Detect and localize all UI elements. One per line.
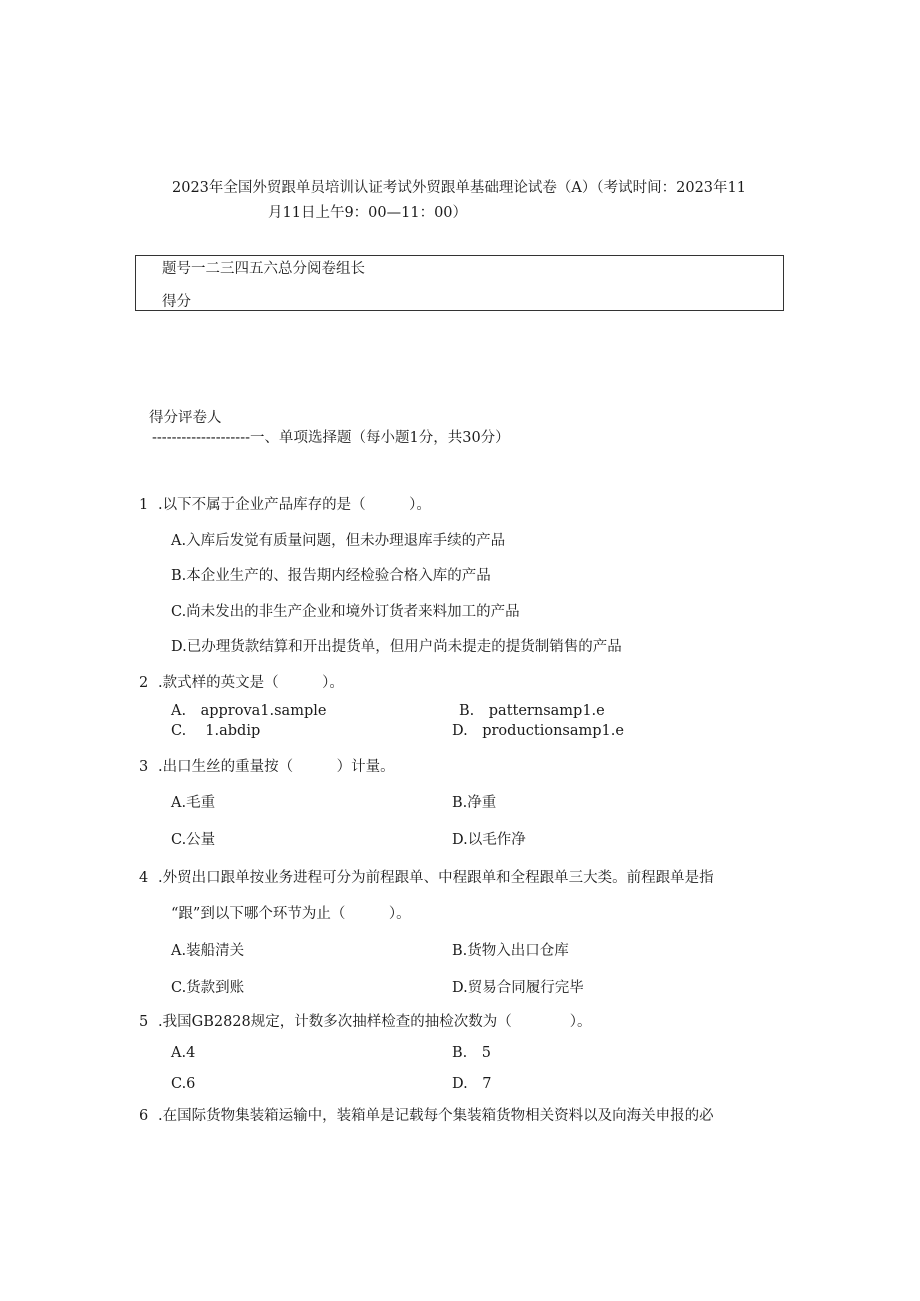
question-stem: .我国GB2828规定，计数多次抽样检查的抽检次数为（ ）。: [158, 1014, 592, 1030]
question-number: 4: [139, 870, 149, 886]
option: C. 1.abdip: [171, 723, 261, 739]
option: C.货款到账: [171, 980, 245, 996]
option: A.装船清关: [171, 943, 245, 959]
option: D. 7: [452, 1076, 492, 1092]
question-stem: .出口生丝的重量按（ ）计量。: [158, 759, 395, 775]
question-number: 2: [139, 675, 149, 691]
question-stem: .以下不属于企业产品库存的是（ ）。: [158, 497, 431, 513]
question-number: 1: [139, 497, 149, 513]
option: C.公量: [171, 832, 216, 848]
option: B. 5: [452, 1045, 491, 1061]
question-stem: .款式样的英文是（ ）。: [158, 675, 344, 691]
score-table-score-row: 得分: [162, 294, 191, 310]
question-stem: .在国际货物集装箱运输中，装箱单是记载每个集装箱货物相关资料以及向海关申报的必: [158, 1108, 714, 1124]
question-stem: .外贸出口跟单按业务进程可分为前程跟单、中程跟单和全程跟单三大类。前程跟单是指: [158, 870, 714, 886]
question-number: 3: [139, 759, 149, 775]
option: B.货物入出口仓库: [452, 943, 569, 959]
option: D.以毛作净: [452, 832, 526, 848]
grader-label: 得分评卷人: [149, 410, 222, 426]
option: C.6: [171, 1076, 196, 1092]
exam-title-line-2: 月11日上午9：00—11：00）: [268, 205, 468, 221]
option: B.净重: [452, 795, 497, 811]
section-title: --------------------一、单项选择题（每小题1分，共30分）: [152, 430, 510, 446]
option: A.毛重: [171, 795, 216, 811]
option: B. patternsamp1.e: [459, 703, 605, 719]
option: D. productionsamp1.e: [452, 723, 624, 739]
option: B.本企业生产的、报告期内经检验合格入库的产品: [171, 568, 491, 584]
question-number: 5: [139, 1014, 149, 1030]
question-number: 6: [139, 1108, 149, 1124]
exam-title-line-1: 2023年全国外贸跟单员培训认证考试外贸跟单基础理论试卷（A）（考试时间：2023年11: [172, 180, 746, 196]
option: A.4: [171, 1045, 196, 1061]
option: A.入库后发觉有质量问题，但未办理退库手续的产品: [171, 533, 506, 549]
option: D.贸易合同履行完毕: [452, 980, 584, 996]
score-table: [135, 255, 784, 311]
option: A. approva1.sample: [171, 703, 327, 719]
option: D.已办理货款结算和开出提货单，但用户尚未提走的提货制销售的产品: [171, 639, 622, 655]
score-table-header-row: 题号一二三四五六总分阅卷组长: [162, 261, 365, 277]
option: C.尚未发出的非生产企业和境外订货者来料加工的产品: [171, 604, 520, 620]
question-stem-continuation: “跟”到以下哪个环节为止（ ）。: [171, 906, 411, 922]
